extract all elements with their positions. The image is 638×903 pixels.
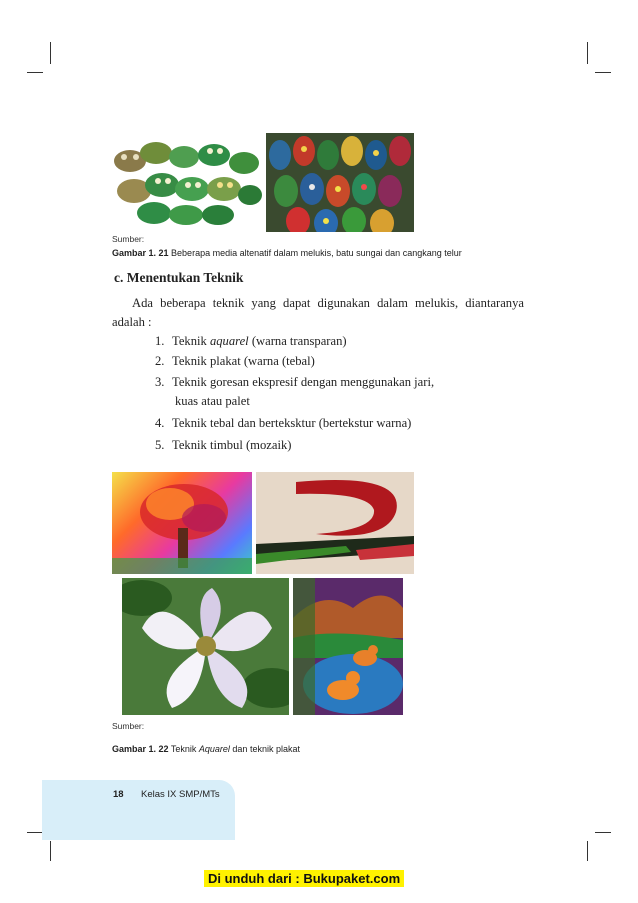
list-item	[155, 436, 524, 455]
list-item-text: Teknik tebal dan berteksktur (bertekstur warna)	[172, 416, 412, 430]
crop-mark	[50, 42, 51, 64]
list-item-text: Teknik plakat (warna (tebal)	[172, 354, 315, 368]
crop-mark	[50, 841, 51, 861]
crop-mark	[27, 832, 43, 833]
page-number: 18	[113, 789, 124, 800]
list-item-continuation: kuas atau palet	[175, 394, 250, 408]
section-intro: Ada beberapa teknik yang dapat digunakan dalam melukis, diantaranya adalah :	[112, 296, 524, 329]
figure-22-caption-label: Gambar 1. 22	[112, 744, 169, 754]
crop-mark	[587, 42, 588, 64]
crop-mark	[595, 832, 611, 833]
painted-stones-image	[110, 133, 262, 225]
figure-22-caption-post: dan teknik plakat	[229, 744, 300, 754]
aquarel-tree-image	[112, 472, 252, 574]
section-heading: c. Menentukan Teknik	[114, 270, 244, 285]
list-item	[155, 414, 524, 433]
figure-21-caption-label: Gambar 1. 21	[112, 248, 169, 258]
painted-eggs-image	[266, 133, 414, 232]
figure-22-caption-pre: Teknik	[170, 744, 199, 754]
list-item-number: 4.	[155, 416, 165, 430]
list-item-text-end: (warna transparan)	[248, 334, 347, 348]
figure-21-caption	[112, 248, 462, 258]
list-item	[155, 352, 524, 371]
list-item-emphasis: aquarel	[209, 334, 249, 348]
list-item-number: 1.	[155, 334, 165, 348]
list-item-text: Teknik timbul (mozaik)	[172, 438, 292, 452]
figure-21-caption-text: Beberapa media altenatif dalam melukis, batu sungai dan cangkang telur	[171, 248, 462, 258]
list-item	[155, 373, 524, 411]
list-item	[155, 332, 524, 351]
download-banner[interactable]: Di unduh dari : Bukupaket.com	[204, 870, 404, 887]
ducks-painting-image	[293, 578, 403, 715]
figure-22-caption-emphasis: Aquarel	[198, 744, 230, 754]
figure-22-caption	[112, 744, 300, 754]
list-item-number: 2.	[155, 354, 165, 368]
list-item-number: 3.	[155, 375, 165, 389]
crop-mark	[595, 72, 611, 73]
plakat-brush-image	[256, 472, 414, 574]
list-item-text: Teknik	[172, 334, 210, 348]
crop-mark	[27, 72, 43, 73]
magnolia-flower-image	[122, 578, 289, 715]
crop-mark	[587, 841, 588, 861]
figure-21-source: Sumber:	[112, 234, 145, 244]
list-item-number: 5.	[155, 438, 165, 452]
figure-22-source: Sumber:	[112, 721, 145, 731]
book-title: Kelas IX SMP/MTs	[141, 789, 220, 800]
list-item-text: Teknik goresan ekspresif dengan menggunakan jari,	[172, 375, 435, 389]
